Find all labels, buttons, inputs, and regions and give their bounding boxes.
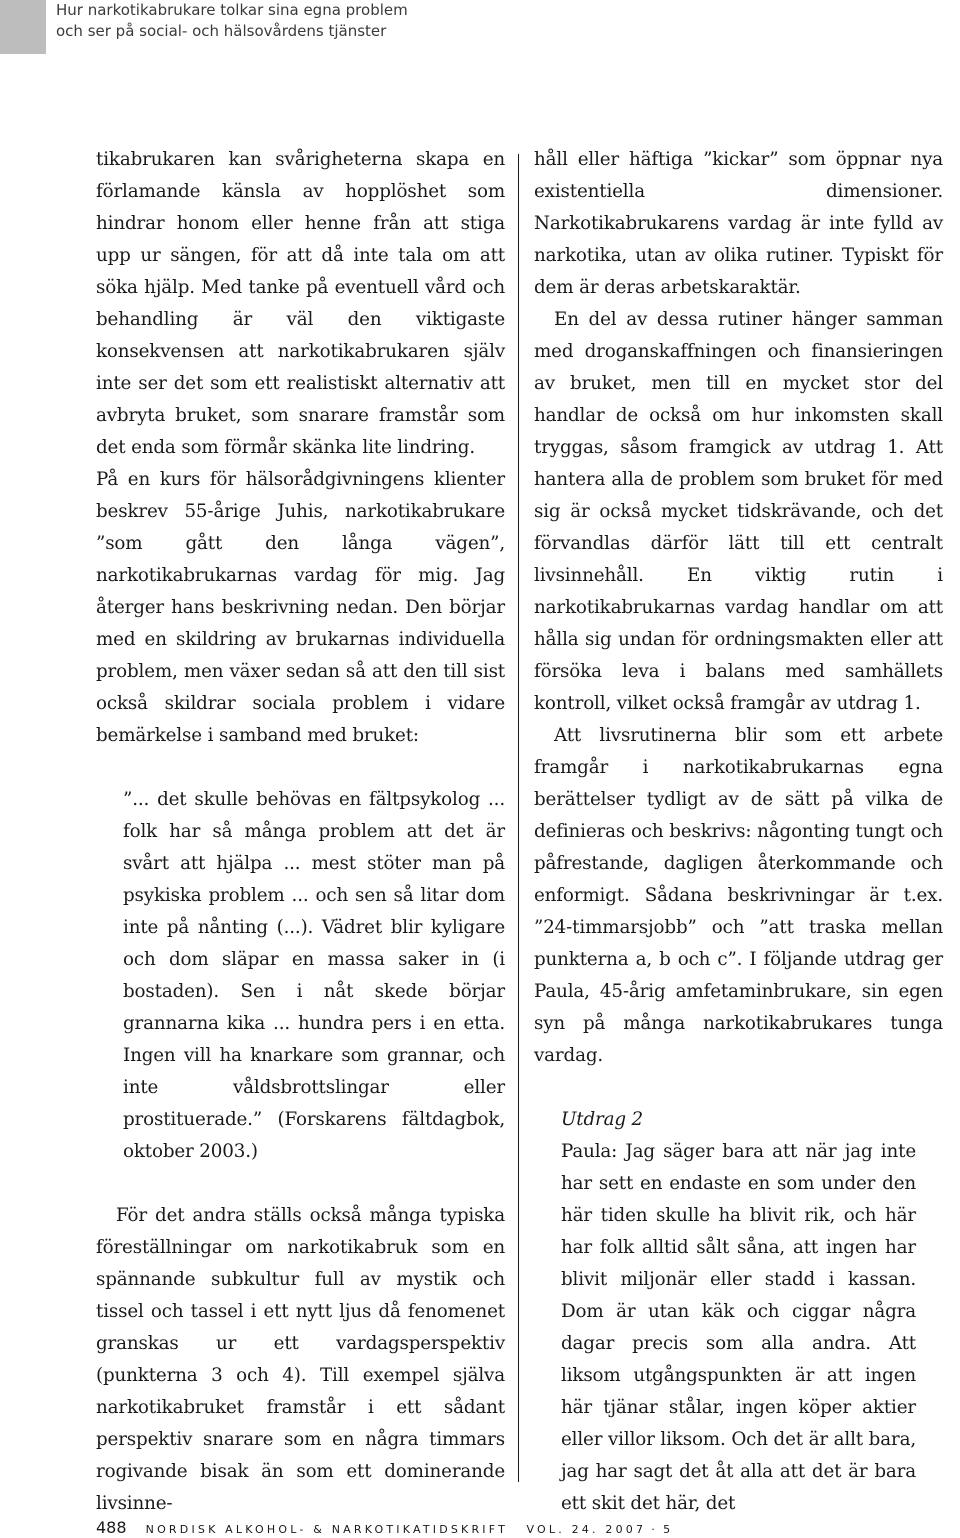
- left-column: [96, 144, 505, 1520]
- column-divider: [518, 154, 519, 1482]
- excerpt-title: Utdrag 2: [561, 1109, 644, 1130]
- running-header-line-2: och ser på social- och hälsovårdens tjänster: [56, 22, 387, 40]
- right-paragraph-3: Att livsrutinerna blir som ett arbete framgår i narkotikabrukarnas egna berättelser tydligt av de sätt på vilka de definieras och beskrivs: någonting tungt och påfrestande, dagligen återkommande och enformigt. Sådana beskrivningar är t.ex. ”24-timmarsjobb” och ”att traska mellan punkterna a, b och c”. I följande utdrag ger Paula, 45-årig amfetaminbrukare, sin egen syn på många narkotikabrukares tunga vardag.: [534, 725, 943, 1066]
- running-header-line-1: Hur narkotikabrukare tolkar sina egna problem: [56, 1, 408, 19]
- excerpt-block: [561, 1104, 916, 1520]
- journal-volume: VOL. 24. 2007: [526, 1523, 647, 1536]
- excerpt-text: Paula: Jag säger bara att när jag inte har sett en endaste en som under den här tiden skulle ha blivit rik, och här har folk alltid sålt såna, att ingen har blivit miljonär eller stadd i kassan. Dom är utan käk och ciggar några dagar precis som alla andra. Att liksom utgångspunkten är att ingen här tjänar stålar, ingen köper aktier eller villor liksom. Och det är allt bara, jag har sagt det åt alla att det är bara ett skit det här, det: [561, 1141, 916, 1514]
- left-paragraph-1: tikabrukaren kan svårigheterna skapa en förlamande känsla av hopplöshet som hindrar honom eller henne från att stiga upp ur sängen, för att då inte tala om att söka hjälp. Med tanke på eventuell vård och behandling är väl den viktigaste konsekvensen att narkotikabrukaren själv inte ser det som ett realistiskt alternativ att avbryta bruket, som snarare framstår som det enda som förmår skänka lite lindring.: [96, 149, 505, 458]
- right-paragraph-1: håll eller häftiga ”kickar” som öppnar nya existentiella dimensioner. Narkotikabrukarens vardag är inte fylld av narkotika, utan av olika rutiner. Typiskt för dem är deras arbetskaraktär.: [534, 149, 943, 298]
- page-footer: [96, 1518, 673, 1537]
- header-color-block: [0, 0, 46, 54]
- spacer: [96, 1168, 505, 1200]
- journal-name: NORDISK ALKOHOL- & NARKOTIKATIDSKRIFT: [145, 1523, 508, 1536]
- spacer: [96, 752, 505, 784]
- page-number: 488: [96, 1518, 127, 1537]
- left-paragraph-2: På en kurs för hälsorådgivningens klienter beskrev 55-årige Juhis, narkotikabrukare ”som gått den långa vägen”, narkotikabrukarnas vardag för mig. Jag återger hans beskrivning nedan. Den börjar med en skildring av brukarnas individuella problem, men växer sedan så att den till sist också skildrar sociala problem i vidare bemärkelse i samband med bruket:: [96, 469, 505, 746]
- footer-separator: ·: [651, 1523, 658, 1536]
- field-diary-quote: ”... det skulle behövas en fältpsykolog ... folk har så många problem att det är svårt att hjälpa ... mest stöter man på psykiska problem ... och sen så litar dom inte på nånting (...). Vädret blir kyligare och dom släpar en massa saker in (i bostaden). Sen i nåt skede börjar grannarna kika ... hundra pers i en etta. Ingen vill ha knarkare som grannar, och inte våldsbrottslingar eller prostituerade.” (Forskarens fältdagbok, oktober 2003.): [123, 789, 505, 1162]
- right-paragraph-2: En del av dessa rutiner hänger samman med droganskaffningen och finansieringen av bruket, men till en mycket stor del handlar de också om hur inkomsten skall tryggas, såsom framgick av utdrag 1. Att hantera alla de problem som bruket för med sig är också mycket tidskrävande, och det förvandlas därför lätt till ett centralt livsinnehåll. En viktig rutin i narkotikabrukarnas vardag handlar om att hålla sig undan för ordningsmakten eller att försöka leva i balans med samhällets kontroll, vilket också framgår av utdrag 1.: [534, 309, 943, 714]
- left-paragraph-3: För det andra ställs också många typiska föreställningar om narkotikabruk som en spännande subkultur full av mystik och tissel och tassel i ett nytt ljus då fenomenet granskas ur ett vardagsperspektiv (punkterna 3 och 4). Till exempel själva narkotikabruket framstår i ett sådant perspektiv snarare som en några timmars rogivande bisak än som ett dominerande livsinne-: [96, 1205, 505, 1514]
- running-header: [56, 0, 576, 42]
- right-column: [534, 144, 943, 1520]
- spacer: [534, 1072, 943, 1104]
- journal-issue: 5: [663, 1523, 674, 1536]
